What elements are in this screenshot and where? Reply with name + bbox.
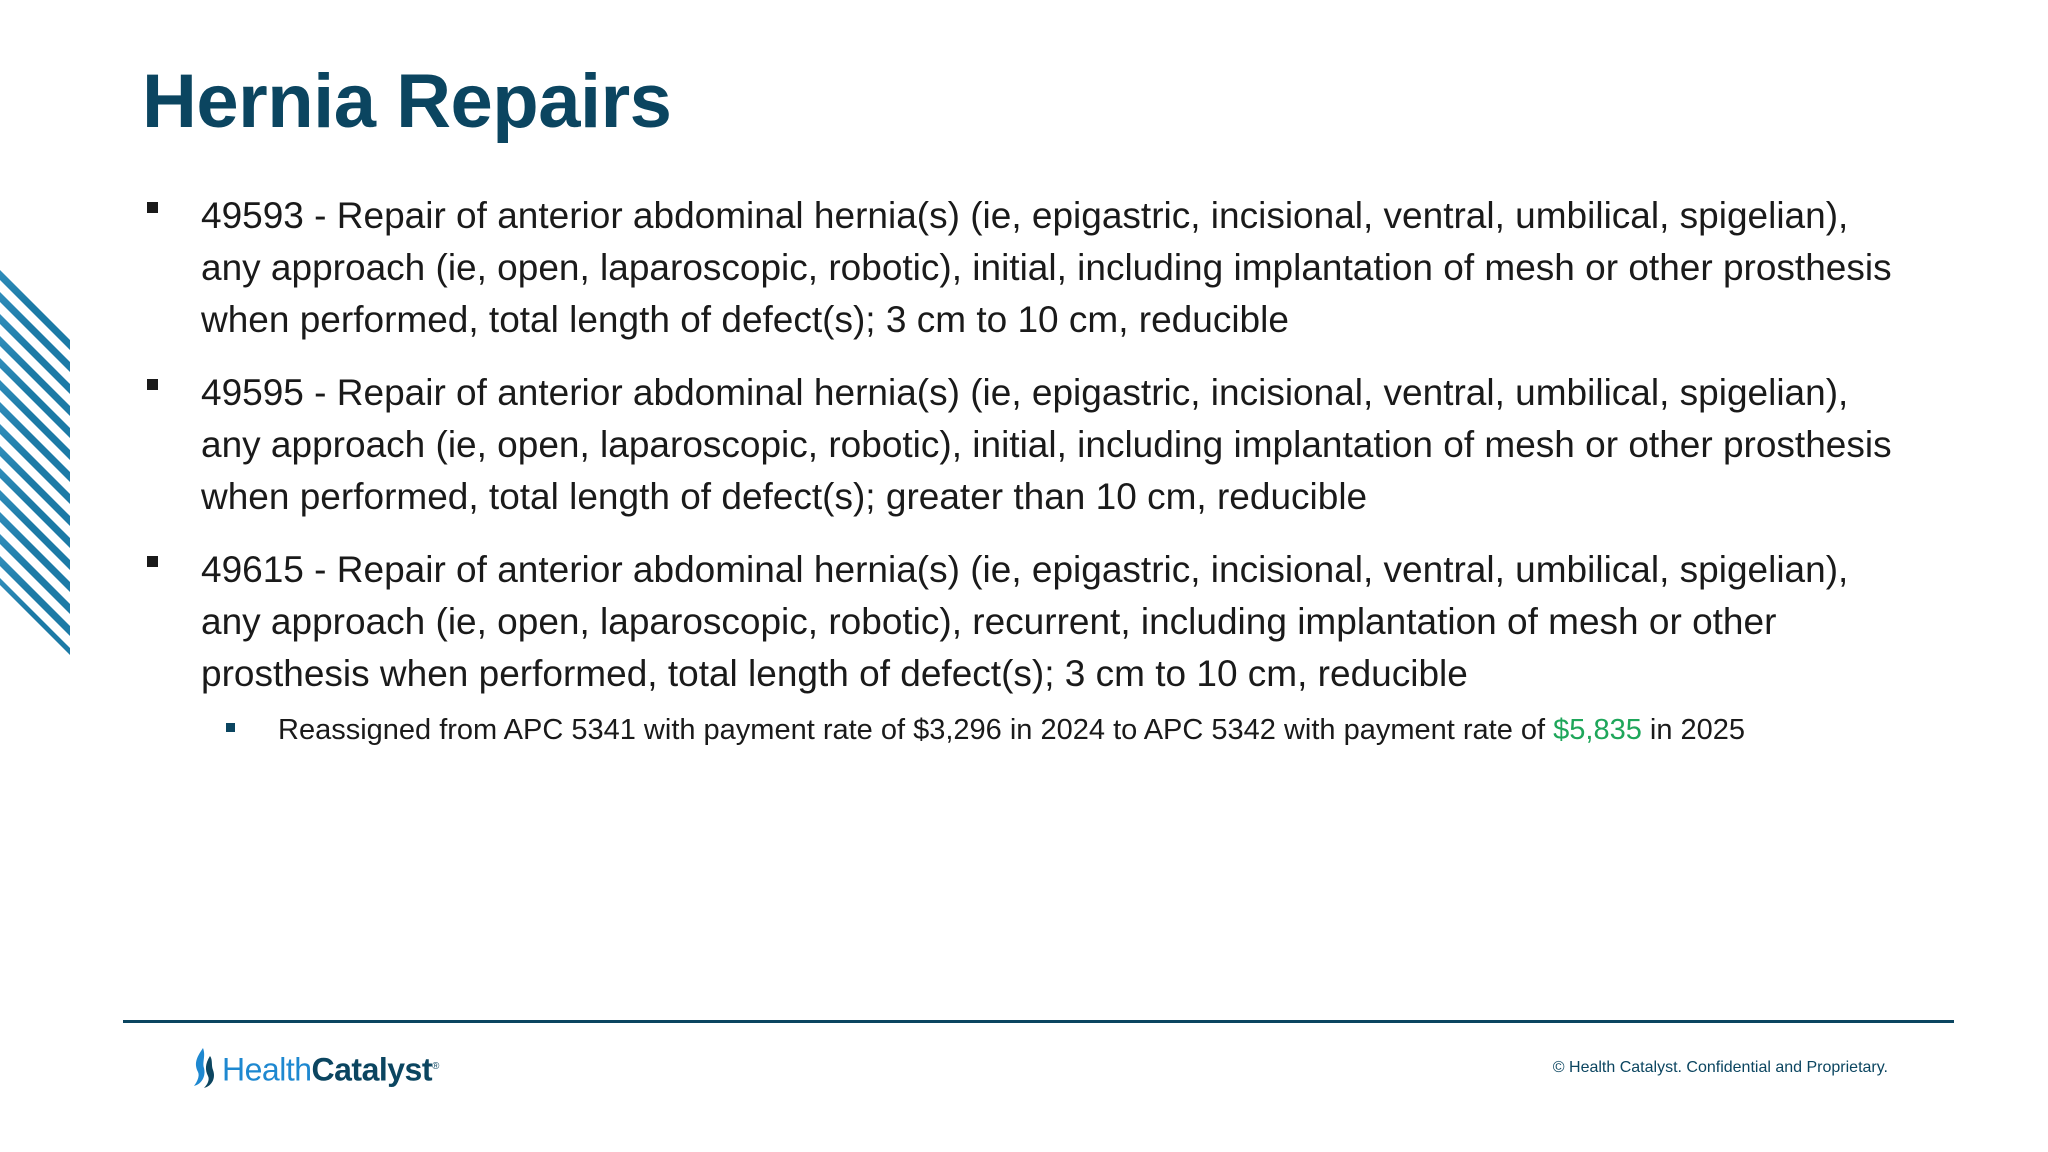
apc-text-suffix: in 2025 [1641,714,1746,746]
bullet-list [142,190,1902,771]
apc-text-prefix: Reassigned from APC 5341 with payment rate of $3,296 in 2024 to APC 5342 with payment rate of [278,714,1554,746]
new-payment-rate: $5,835 [1553,714,1642,746]
footer-divider [123,1020,1954,1023]
cpt-code: 49595 [201,372,304,413]
logo-catalyst-text: Catalyst [311,1051,432,1088]
cpt-code: 49593 [201,195,304,236]
cpt-description: Repair of anterior abdominal hernia(s) (ie, epigastric, incisional, ventral, umbilical, spigelian), any approach (ie, open, laparoscopic, robotic), initial, including implantation of mesh or other prosthesis when performed, total length of defect(s); 3 cm to 10 cm, reducible [201,195,1892,340]
cpt-description: Repair of anterior abdominal hernia(s) (ie, epigastric, incisional, ventral, umbilical, spigelian), any approach (ie, open, laparoscopic, robotic), recurrent, including implantation of mesh or other prosthesis when performed, total length of defect(s); 3 cm to 10 cm, reducible [201,549,1849,694]
cpt-description: Repair of anterior abdominal hernia(s) (ie, epigastric, incisional, ventral, umbilical, spigelian), any approach (ie, open, laparoscopic, robotic), initial, including implantation of mesh or other prosthesis when performed, total length of defect(s); greater than 10 cm, reducible [201,372,1892,517]
copyright-notice: © Health Catalyst. Confidential and Proprietary. [1552,1059,1888,1076]
decorative-stripes [0,215,70,655]
sub-bullet-list [201,710,1902,750]
bullet-item-49593 [142,190,1902,346]
code-separator: - [303,549,337,590]
code-separator: - [303,372,337,413]
registered-mark: ® [432,1060,439,1072]
square-bullet-icon [147,202,158,213]
bullet-item-49595 [142,367,1902,523]
code-separator: - [303,195,337,236]
sub-bullet-item-apc [142,710,1902,750]
logo-health-text: Health [222,1051,312,1088]
square-bullet-icon [147,379,158,390]
health-catalyst-logo [190,1043,439,1093]
square-bullet-icon [147,556,158,567]
flame-logo-icon [190,1046,218,1090]
square-sub-bullet-icon [226,723,235,732]
apc-reassignment-text [278,710,1745,750]
bullet-item-49615 [142,544,1902,750]
cpt-code: 49615 [201,549,304,590]
slide-title: Hernia Repairs [142,59,672,144]
